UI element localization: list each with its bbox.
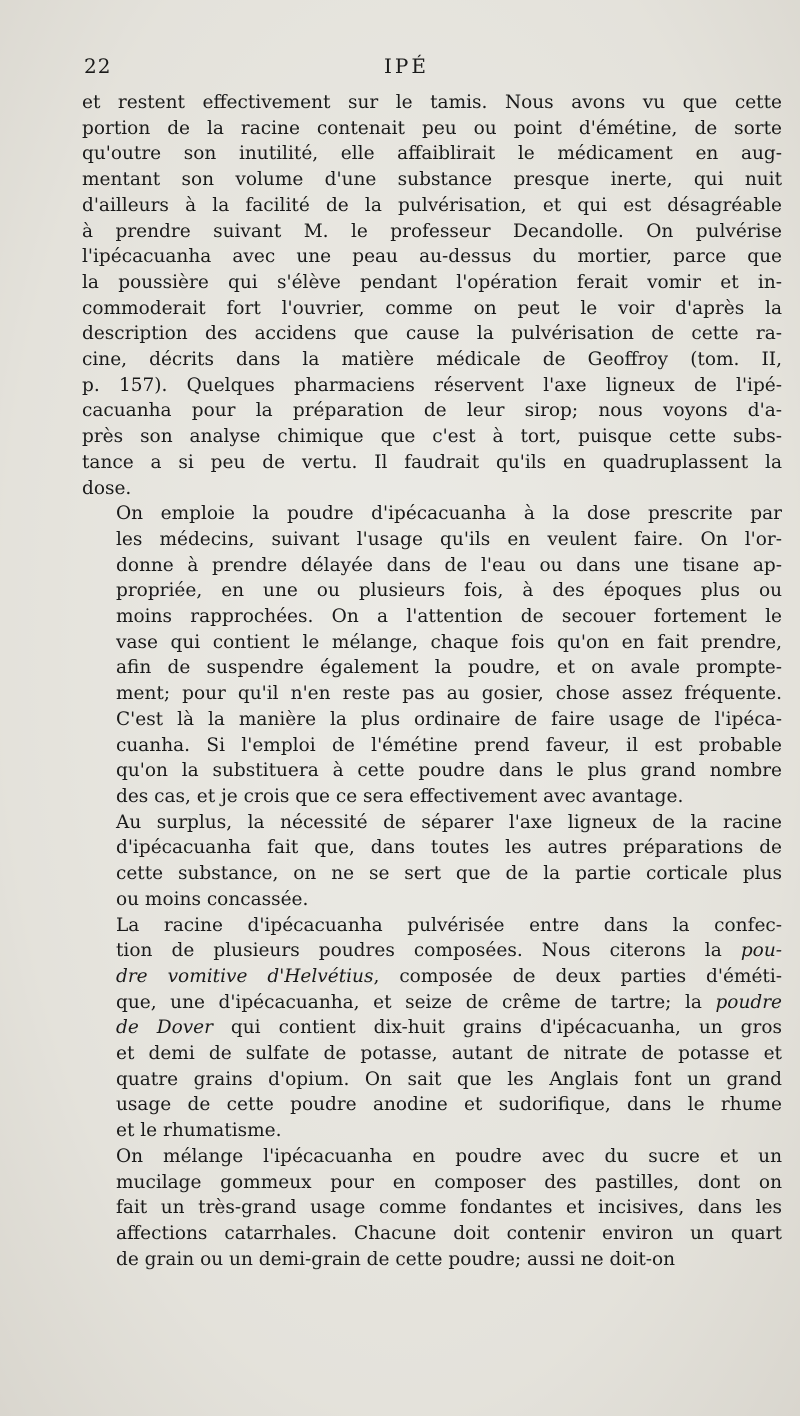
text-line: moins rapprochées. On a l'attention de secouer fortement le xyxy=(116,606,782,628)
text-line: mucilage gommeux pour en composer des pastilles, dont on xyxy=(116,1171,782,1193)
paragraph xyxy=(82,1144,782,1273)
text-line: quatre grains d'opium. On sait que les Anglais font un grand xyxy=(116,1068,782,1090)
text-line: la poussière qui s'élève pendant l'opération ferait vomir et in- xyxy=(82,271,782,293)
paragraph xyxy=(82,90,782,501)
text-line: ment; pour qu'il n'en reste pas au gosier, chose assez fréquente. xyxy=(116,683,782,705)
text-line: propriée, en une ou plusieurs fois, à des époques plus ou xyxy=(116,580,782,602)
text-line: de Dover qui contient dix-huit grains d'ipécacuanha, un gros xyxy=(116,1017,782,1039)
body-text xyxy=(82,90,782,1272)
running-head: IPÉ xyxy=(384,54,429,78)
text-line: On emploie la poudre d'ipécacuanha à la dose prescrite par xyxy=(116,503,782,525)
text-line: donne à prendre délayée dans de l'eau ou dans une tisane ap- xyxy=(116,554,782,576)
paragraph xyxy=(82,810,782,913)
text-line: ou moins concassée. xyxy=(116,888,309,910)
text-line: description des accidens que cause la pulvérisation de cette ra- xyxy=(82,323,782,345)
paragraph xyxy=(82,501,782,809)
text-line: des cas, et je crois que ce sera effectivement avec avantage. xyxy=(116,785,684,807)
text-line: cette substance, on ne se sert que de la partie corticale plus xyxy=(116,863,782,885)
text-line: vase qui contient le mélange, chaque fois qu'on en fait prendre, xyxy=(116,631,782,653)
text-line: cuanha. Si l'emploi de l'émétine prend faveur, il est probable xyxy=(116,734,782,756)
text-line: C'est là la manière la plus ordinaire de faire usage de l'ipéca- xyxy=(116,708,782,730)
paragraph xyxy=(82,913,782,1144)
text-line: et restent effectivement sur le tamis. Nous avons vu que cette xyxy=(82,92,782,113)
page-header xyxy=(84,54,758,84)
text-line: l'ipécacuanha avec une peau au-dessus du mortier, parce que xyxy=(82,246,782,268)
text-line: et demi de sulfate de potasse, autant de nitrate de potasse et xyxy=(116,1043,782,1065)
text-line: d'ailleurs à la facilité de la pulvérisation, et qui est désagréable xyxy=(82,194,782,216)
text-line: fait un très-grand usage comme fondantes et incisives, dans les xyxy=(116,1197,782,1219)
text-line: d'ipécacuanha fait que, dans toutes les autres préparations de xyxy=(116,837,782,859)
text-line: On mélange l'ipécacuanha en poudre avec du sucre et un xyxy=(116,1145,782,1167)
text-line: cacuanha pour la préparation de leur sirop; nous voyons d'a- xyxy=(82,400,782,422)
text-line: portion de la racine contenait peu ou point d'émétine, de sorte xyxy=(82,117,782,139)
text-line: mentant son volume d'une substance presque inerte, qui nuit xyxy=(82,169,782,191)
text-line: tion de plusieurs poudres composées. Nous citerons la pou- xyxy=(116,940,782,962)
text-line: que, une d'ipécacuanha, et seize de crême de tartre; la poudre xyxy=(116,991,782,1013)
text-line: dose. xyxy=(82,477,132,499)
text-line: les médecins, suivant l'usage qu'ils en veulent faire. On l'or- xyxy=(116,528,782,550)
text-line: qu'on la substituera à cette poudre dans le plus grand nombre xyxy=(116,760,782,782)
text-line: commoderait fort l'ouvrier, comme on peut le voir d'après la xyxy=(82,297,782,319)
text-line: tance a si peu de vertu. Il faudrait qu'ils en quadruplassent la xyxy=(82,451,782,473)
text-line: afin de suspendre également la poudre, et on avale prompte- xyxy=(116,657,782,679)
text-line: affections catarrhales. Chacune doit contenir environ un quart xyxy=(116,1222,782,1244)
text-line: qu'outre son inutilité, elle affaiblirait le médicament en aug- xyxy=(82,143,782,165)
text-line: cine, décrits dans la matière médicale de Geoffroy (tom. II, xyxy=(82,349,782,371)
text-line: p. 157). Quelques pharmaciens réservent l'axe ligneux de l'ipé- xyxy=(82,374,782,396)
text-line: Au surplus, la nécessité de séparer l'axe ligneux de la racine xyxy=(116,811,782,833)
text-line: à prendre suivant M. le professeur Decandolle. On pulvérise xyxy=(82,220,782,242)
text-line: dre vomitive d'Helvétius, composée de deux parties d'éméti- xyxy=(116,965,783,987)
page-number: 22 xyxy=(84,54,112,78)
text-line: usage de cette poudre anodine et sudorifique, dans le rhume xyxy=(116,1094,782,1116)
text-line: de grain ou un demi-grain de cette poudre; aussi ne doit-on xyxy=(116,1248,676,1270)
text-line: La racine d'ipécacuanha pulvérisée entre dans la confec- xyxy=(116,914,782,936)
text-line: et le rhumatisme. xyxy=(116,1120,282,1142)
text-line: près son analyse chimique que c'est à tort, puisque cette subs- xyxy=(82,426,782,448)
